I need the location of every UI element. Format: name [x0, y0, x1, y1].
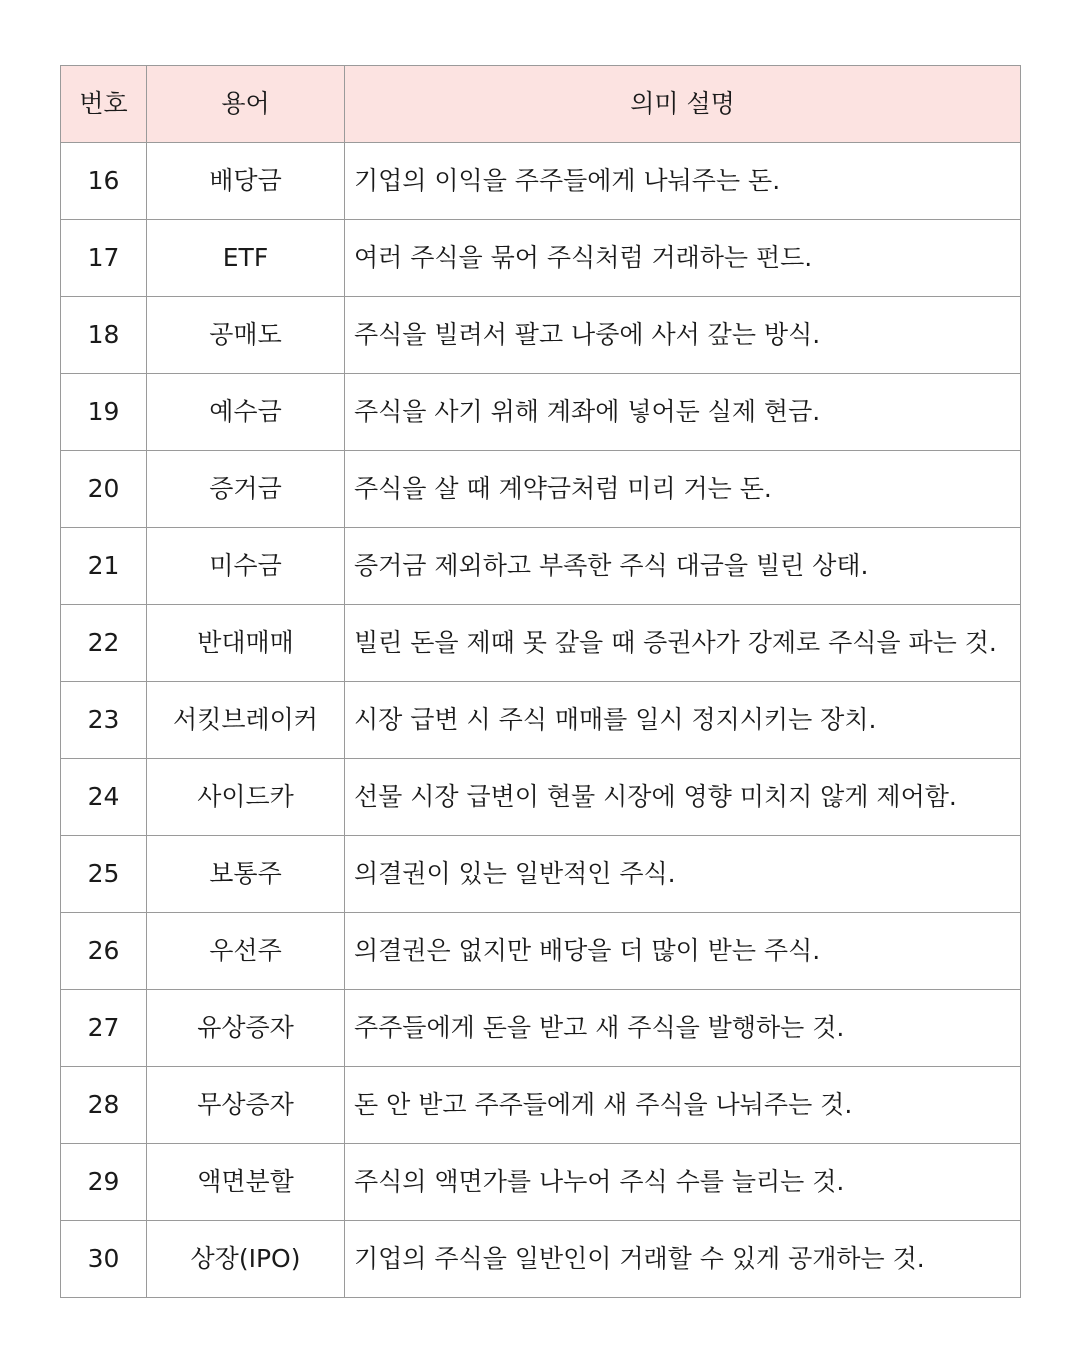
row-description: 선물 시장 급변이 현물 시장에 영향 미치지 않게 제어함. — [345, 759, 1021, 836]
row-term: 예수금 — [147, 374, 345, 451]
row-term: 미수금 — [147, 528, 345, 605]
row-number: 30 — [61, 1221, 147, 1298]
row-term: 서킷브레이커 — [147, 682, 345, 759]
glossary-table — [60, 65, 1021, 1298]
table-row — [61, 913, 1021, 990]
row-number: 22 — [61, 605, 147, 682]
row-description: 돈 안 받고 주주들에게 새 주식을 나눠주는 것. — [345, 1067, 1021, 1144]
row-term: 배당금 — [147, 143, 345, 220]
header-row — [61, 66, 1021, 143]
table-row — [61, 759, 1021, 836]
row-number: 21 — [61, 528, 147, 605]
table-row — [61, 605, 1021, 682]
row-number: 18 — [61, 297, 147, 374]
table-row — [61, 451, 1021, 528]
row-term: 무상증자 — [147, 1067, 345, 1144]
row-description: 빌린 돈을 제때 못 갚을 때 증권사가 강제로 주식을 파는 것. — [345, 605, 1021, 682]
row-number: 29 — [61, 1144, 147, 1221]
header-number: 번호 — [61, 66, 147, 143]
row-term: 증거금 — [147, 451, 345, 528]
row-description: 의결권이 있는 일반적인 주식. — [345, 836, 1021, 913]
row-term: 반대매매 — [147, 605, 345, 682]
row-description: 주식을 사기 위해 계좌에 넣어둔 실제 현금. — [345, 374, 1021, 451]
row-number: 24 — [61, 759, 147, 836]
row-description: 의결권은 없지만 배당을 더 많이 받는 주식. — [345, 913, 1021, 990]
row-term: 액면분할 — [147, 1144, 345, 1221]
table-header — [61, 66, 1021, 143]
row-number: 19 — [61, 374, 147, 451]
header-term: 용어 — [147, 66, 345, 143]
table-row — [61, 143, 1021, 220]
table-row — [61, 1144, 1021, 1221]
row-number: 20 — [61, 451, 147, 528]
row-description: 기업의 주식을 일반인이 거래할 수 있게 공개하는 것. — [345, 1221, 1021, 1298]
row-number: 27 — [61, 990, 147, 1067]
table-row — [61, 297, 1021, 374]
row-number: 28 — [61, 1067, 147, 1144]
row-number: 26 — [61, 913, 147, 990]
row-description: 주식을 살 때 계약금처럼 미리 거는 돈. — [345, 451, 1021, 528]
row-description: 주식의 액면가를 나누어 주식 수를 늘리는 것. — [345, 1144, 1021, 1221]
row-number: 25 — [61, 836, 147, 913]
row-number: 17 — [61, 220, 147, 297]
row-term: ETF — [147, 220, 345, 297]
row-term: 우선주 — [147, 913, 345, 990]
row-description: 주식을 빌려서 팔고 나중에 사서 갚는 방식. — [345, 297, 1021, 374]
table-row — [61, 682, 1021, 759]
header-description: 의미 설명 — [345, 66, 1021, 143]
row-term: 유상증자 — [147, 990, 345, 1067]
table-row — [61, 528, 1021, 605]
row-description: 증거금 제외하고 부족한 주식 대금을 빌린 상태. — [345, 528, 1021, 605]
row-term: 사이드카 — [147, 759, 345, 836]
table-row — [61, 990, 1021, 1067]
row-term: 공매도 — [147, 297, 345, 374]
table-row — [61, 374, 1021, 451]
table-row — [61, 1067, 1021, 1144]
row-description: 시장 급변 시 주식 매매를 일시 정지시키는 장치. — [345, 682, 1021, 759]
row-description: 주주들에게 돈을 받고 새 주식을 발행하는 것. — [345, 990, 1021, 1067]
table-row — [61, 836, 1021, 913]
row-description: 기업의 이익을 주주들에게 나눠주는 돈. — [345, 143, 1021, 220]
row-number: 23 — [61, 682, 147, 759]
table-row — [61, 220, 1021, 297]
table-body — [61, 143, 1021, 1298]
row-description: 여러 주식을 묶어 주식처럼 거래하는 펀드. — [345, 220, 1021, 297]
table-row — [61, 1221, 1021, 1298]
row-term: 보통주 — [147, 836, 345, 913]
row-number: 16 — [61, 143, 147, 220]
row-term: 상장(IPO) — [147, 1221, 345, 1298]
